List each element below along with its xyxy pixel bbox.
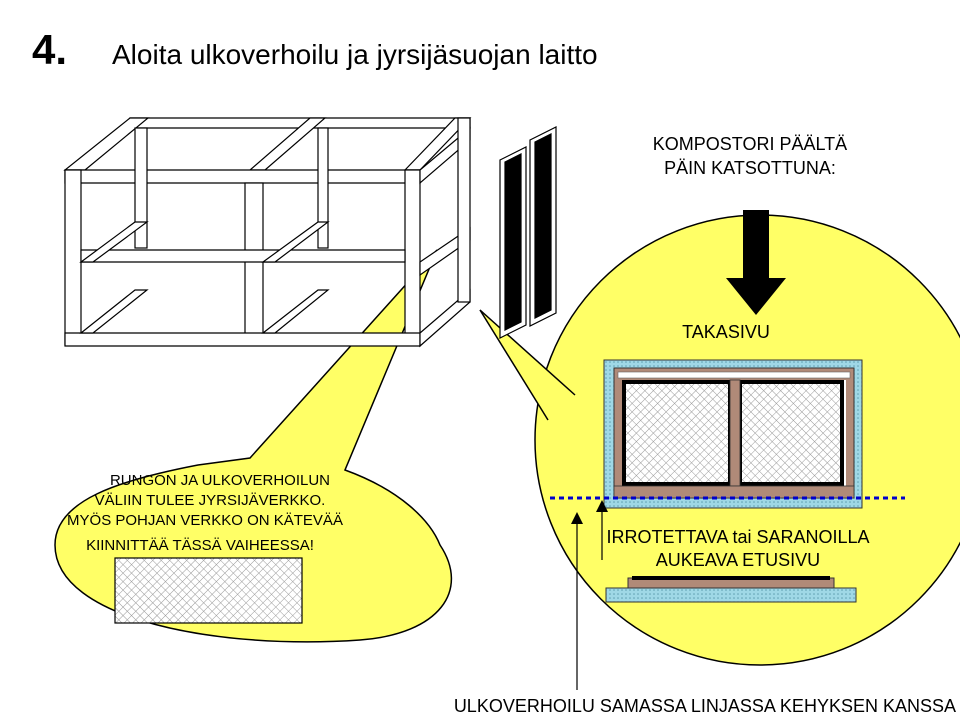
- bottom-note: ULKOVERHOILU SAMASSA LINJASSA KEHYKSEN KANSSA: [453, 696, 956, 715]
- frame-3d-drawing: [65, 118, 470, 346]
- top-view-plan: [604, 360, 862, 508]
- top-view-heading-1: KOMPOSTORI PÄÄLTÄ: [652, 134, 848, 154]
- slide-title: Aloita ulkoverhoilu ja jyrsijäsuojan laitto: [112, 39, 598, 70]
- callout-line-1: RUNGON JA ULKOVERHOILUN: [109, 472, 331, 489]
- callout-line-2: VÄLIIN TULEE JYRSIJÄVERKKO.: [94, 492, 326, 509]
- mesh-sample: [115, 558, 302, 623]
- step-number: 4.: [32, 26, 68, 73]
- front-panel-drawing: [606, 576, 856, 602]
- cladding-boards: [500, 127, 556, 338]
- callout-line-3: MYÖS POHJAN VERKKO ON KÄTEVÄÄ: [67, 512, 343, 529]
- back-side-label: TAKASIVU: [682, 322, 770, 342]
- callout-line-4: KIINNITTÄÄ TÄSSÄ VAIHEESSA!: [86, 537, 314, 554]
- top-view-heading-2: PÄIN KATSOTTUNA:: [664, 158, 836, 178]
- front-label-line-1: IRROTETTAVA tai SARANOILLA: [606, 527, 870, 547]
- front-label-line-2: AUKEAVA ETUSIVU: [655, 550, 821, 570]
